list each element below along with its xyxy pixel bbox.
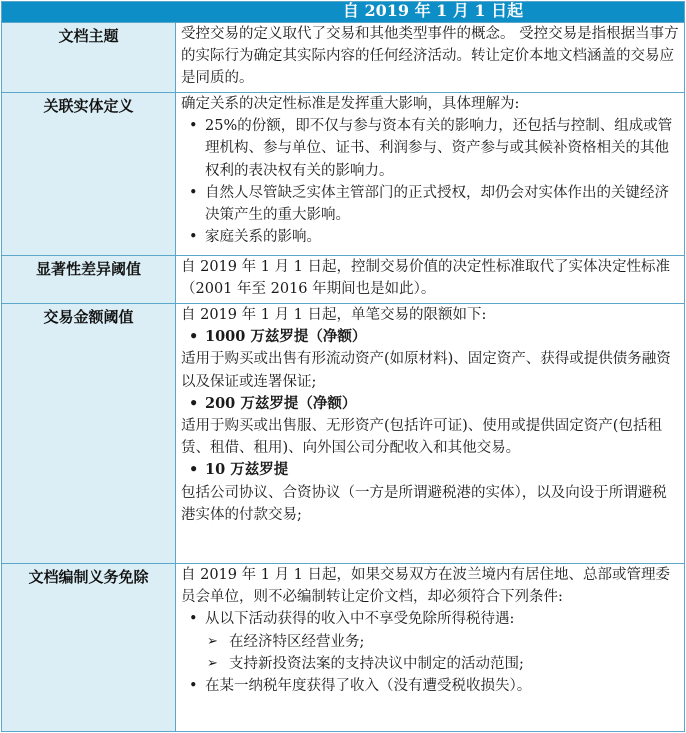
table-header-title: 自 2019 年 1 月 1 日起 [2,2,685,23]
row-label-significance-threshold: 显著性差异阈值 [2,256,176,304]
tier-list [181,459,680,481]
content-text: 自 2019 年 1 月 1 日起，控制交易价值的决定性标准取代了实体决定性标准（2001 年至 2016 年期间也是如此）。 [181,259,671,298]
tier-description: 适用于购买或出售有形流动资产(如原材料)、固定资产、获得或提供债务融资以及保证或连署保证; [181,351,671,390]
content-intro: 自 2019 年 1 月 1 日起，单笔交易的限额如下: [181,307,487,323]
content-text: 受控交易的定义取代了交易和其他类型事件的概念。 受控交易是指根据当事方的实际行为确定其实际内容的任何经济活动。转让定价本地文档涵盖的交易应是同质的。 [181,26,679,87]
arrow-list [181,631,680,675]
row-content-significance-threshold [176,256,685,304]
tier-description: 包括公司协议、合资协议（一方是所谓避税港的实体），以及向设于所谓避税港实体的付款交易; [181,484,667,523]
arrow-item: ➢ 在经济特区经营业务; [181,631,680,653]
row-label-transaction-threshold: 交易金额阈值 [2,304,176,564]
bullet-item: • 从以下活动获得的收入中不享受免除所得税待遇: [181,608,680,630]
row-content-related-entity [176,93,685,256]
table-row [2,256,685,304]
tier-list [181,393,680,415]
bullet-item: • 自然人尽管缺乏实体主管部门的正式授权，却仍会对实体作出的关键经济决策产生的重大影响。 [181,182,680,226]
bullet-item: • 在某一纳税年度获得了收入（没有遭受税收损失）。 [181,675,680,697]
tier-amount: • 200 万兹罗提（净额） [181,393,680,415]
tier-description: 适用于购买或出售服、无形资产(包括许可证)、使用或提供固定资产(包括租赁、租借、租用)、向外国公司分配收入和其他交易。 [181,418,662,457]
bullet-list [181,675,680,697]
content-intro: 确定关系的决定性标准是发挥重大影响，具体理解为: [181,96,520,112]
header-row [2,2,685,23]
tier-amount: • 1000 万兹罗提（净额） [181,326,680,348]
table-row [2,93,685,256]
row-label-document-subject: 文档主题 [2,23,176,93]
row-label-documentation-exemption: 文档编制义务免除 [2,564,176,732]
bullet-list [181,608,680,630]
row-content-documentation-exemption [176,564,685,732]
content-intro: 自 2019 年 1 月 1 日起，如果交易双方在波兰境内有居住地、总部或管理委员会单位，则不必编制转让定价文档，却必须符合下列条件: [181,567,671,606]
tier-list [181,326,680,348]
row-label-related-entity: 关联实体定义 [2,93,176,256]
bullet-item: • 家庭关系的影响。 [181,226,680,248]
tier-amount: • 10 万兹罗提 [181,459,680,481]
bullet-list [181,115,680,248]
document-table [1,1,685,732]
table-row [2,23,685,93]
table-row [2,304,685,564]
row-content-document-subject [176,23,685,93]
row-content-transaction-threshold [176,304,685,564]
bullet-item: • 25%的份额，即不仅与参与资本有关的影响力，还包括与控制、组成或管理机构、参与单位、证书、利润参与、资产参与或其候补资格相关的其他权利的表决权有关的影响力。 [181,115,680,182]
arrow-item: ➢ 支持新投资法案的支持决议中制定的活动范围; [181,653,680,675]
table-row [2,564,685,732]
